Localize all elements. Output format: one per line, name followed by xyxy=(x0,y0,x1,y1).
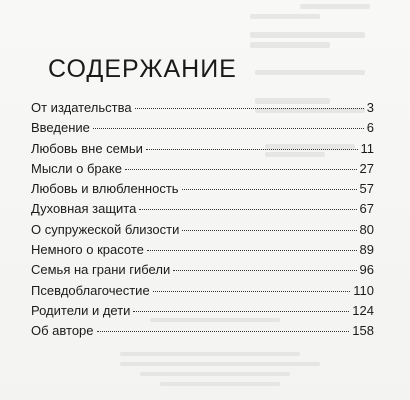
toc-heading: СОДЕРЖАНИЕ xyxy=(48,55,237,83)
toc-entry-title: Немного о красоте xyxy=(31,242,144,258)
bleed-through-mark xyxy=(140,372,290,376)
toc-entry-title: Любовь и влюбленность xyxy=(31,181,179,197)
toc-entry xyxy=(31,179,374,199)
toc-entry xyxy=(31,118,374,138)
toc-dot-leader xyxy=(135,108,364,109)
toc-entry xyxy=(31,139,374,159)
toc-entry-page-number: 57 xyxy=(359,181,374,197)
toc-entry xyxy=(31,199,374,219)
toc-entry xyxy=(31,281,374,301)
toc-entry-page-number: 110 xyxy=(353,282,374,298)
toc-dot-leader xyxy=(153,291,351,292)
toc-dot-leader xyxy=(146,149,358,150)
toc-entry-title: Об авторе xyxy=(31,323,94,339)
toc-entry xyxy=(31,98,374,118)
toc-entry-title: Любовь вне семьи xyxy=(31,140,143,156)
toc-entry-page-number: 27 xyxy=(359,160,374,176)
toc-dot-leader xyxy=(93,128,364,129)
toc-entry xyxy=(31,260,374,280)
toc-entry-title: Введение xyxy=(31,120,90,136)
toc-entry-title: Мысли о браке xyxy=(31,160,122,176)
toc-entry-title: От издательства xyxy=(31,100,132,115)
bleed-through-mark xyxy=(255,70,365,75)
toc-entry-page-number: 11 xyxy=(360,140,374,156)
toc-dot-leader xyxy=(173,270,356,271)
toc-entry-page-number: 67 xyxy=(359,201,374,217)
bleed-through-mark xyxy=(300,4,370,9)
toc-entry-title: О супружеской близости xyxy=(31,221,180,237)
toc-entry xyxy=(31,301,374,321)
toc-entry-page-number: 89 xyxy=(359,242,374,258)
bleed-through-mark xyxy=(250,14,320,19)
table-of-contents xyxy=(31,98,374,342)
toc-entry-title: Семья на грани гибели xyxy=(31,262,171,278)
toc-entry-page-number: 80 xyxy=(359,221,374,237)
bleed-through-mark xyxy=(120,362,320,366)
toc-dot-leader xyxy=(182,189,357,190)
toc-entry-page-number: 158 xyxy=(352,323,374,339)
bleed-through-mark xyxy=(250,42,330,48)
toc-entry-title: Псевдоблагочестие xyxy=(31,282,150,298)
toc-entry xyxy=(31,159,374,179)
toc-entry-title: Духовная защита xyxy=(31,201,137,217)
toc-dot-leader xyxy=(147,250,357,251)
toc-dot-leader xyxy=(97,331,350,332)
toc-dot-leader xyxy=(139,209,356,210)
toc-dot-leader xyxy=(182,230,356,231)
toc-entry-page-number: 124 xyxy=(352,302,374,318)
toc-entry-page-number: 6 xyxy=(366,120,374,136)
bleed-through-mark xyxy=(250,32,365,38)
toc-entry-title: Родители и дети xyxy=(31,302,131,318)
toc-entry xyxy=(31,220,374,240)
toc-entry-page-number: 3 xyxy=(366,100,374,115)
bleed-through-mark xyxy=(120,352,300,356)
toc-entry xyxy=(31,240,374,260)
toc-dot-leader xyxy=(125,169,357,170)
toc-dot-leader xyxy=(133,311,349,312)
bleed-through-mark xyxy=(160,382,280,386)
toc-entry xyxy=(31,321,374,341)
toc-entry-page-number: 96 xyxy=(359,262,374,278)
